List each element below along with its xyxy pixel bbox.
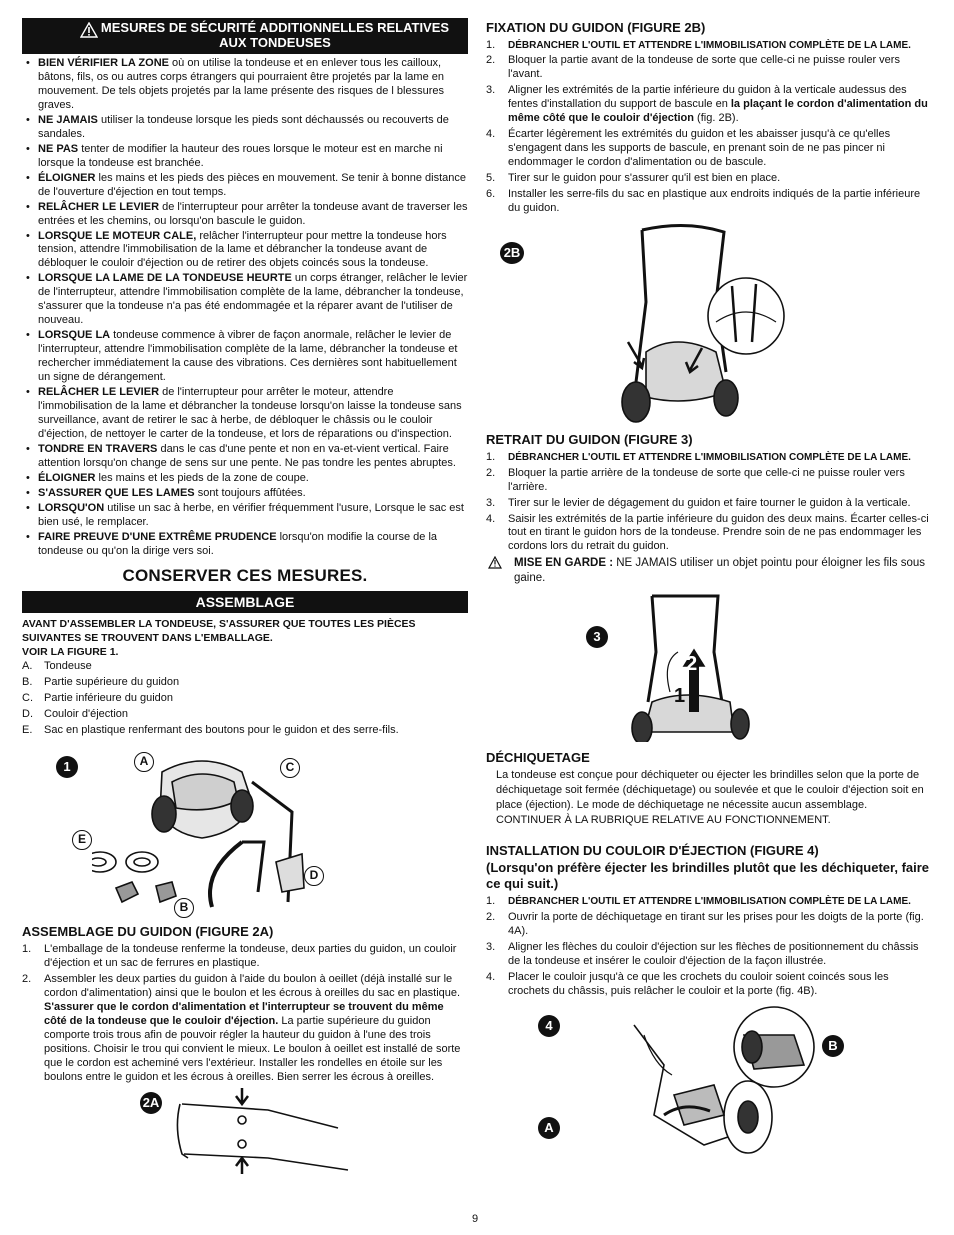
parts-list	[22, 660, 468, 738]
figure-4-label-a: A	[538, 1117, 560, 1139]
handle-assembly-illustration	[168, 1088, 358, 1174]
figure-3	[486, 592, 930, 742]
fixation-steps	[486, 39, 930, 217]
figure-1-label-a: A	[134, 752, 154, 772]
safety-item: • RELÂCHER LE LEVIER de l'interrupteur pour arrêter la tondeuse avant de traverser les entrées et les chemins, ou lorsqu'on bascule le guidon.	[22, 201, 468, 229]
figure-1-label-e: E	[72, 830, 92, 850]
safety-header-text: MESURES DE SÉCURITÉ ADDITIONNELLES RELATIVES AUX TONDEUSES	[100, 20, 450, 50]
safety-item: • ÉLOIGNER les mains et les pieds de la zone de coupe.	[22, 472, 468, 486]
arrow-label-1: 1	[674, 684, 686, 707]
left-column	[22, 18, 468, 1178]
retrait-steps-item: 2. Bloquer la partie arrière de la tondeuse de sorte que celle-ci ne puisse rouler vers l'arrière.	[486, 466, 905, 493]
couloir-title: INSTALLATION DU COULOIR D'ÉJECTION (FIGURE 4)	[486, 843, 819, 859]
conserver-heading: CONSERVER CES MESURES.	[122, 565, 368, 585]
safety-header	[22, 18, 468, 54]
fixation-title: FIXATION DU GUIDON (FIGURE 2B)	[486, 20, 706, 35]
retrait-steps	[486, 451, 930, 555]
safety-item: • NE PAS tenter de modifier la hauteur des roues lorsque le moteur est en marche ni lorsque la tondeuse est branchée.	[22, 143, 468, 171]
couloir-steps-item: 2. Ouvrir la porte de déchiquetage en tirant sur les prises pour les doigts de la porte (fig. 4A).	[486, 910, 924, 937]
voir-figure: VOIR LA FIGURE 1.	[22, 646, 119, 659]
warning-triangle-icon	[80, 22, 98, 38]
safety-item: • LORSQUE LE MOTEUR CALE, relâcher l'interrupteur pour mettre la tondeuse hors tension, attendre l'immobilisation de la lame et débrancher la tondeuse avant de débloquer le couloir d'éjection ou de retirer des objets coincés sous la tondeuse.	[22, 230, 468, 272]
figure-1-label-b: B	[174, 898, 194, 918]
fixation-steps-item: 3. Aligner les extrémités de la partie inférieure du guidon à la verticale audessus des fentes d'installation du support de bascule en la plaçant le cordon d'alimentation du même côté que le couloir d'éjection (fig. 2B).	[486, 84, 928, 125]
guidon-title: ASSEMBLAGE DU GUIDON (FIGURE 2A)	[22, 924, 274, 940]
fixation-steps-item: 5. Tirer sur le guidon pour s'assurer qu'il est bien en place.	[486, 172, 781, 185]
fixation-steps-item: 4. Écarter légèrement les extrémités du guidon et les abaisser jusqu'à ce qu'elles s'engagent dans les supports de bascule, en prenant soin de ne pas pincer ni endommager le cordon d'alimentation ou de bascule.	[486, 128, 891, 169]
guidon-step-2: 2. Assembler les deux parties du guidon à l'aide du boulon à oeillet (déjà installé sur le cordon d'alimentation) ainsi que le boulon et les écrous à oreilles du sac en plastique. S'assurer que le cordon d'alimentation et l'interrupteur se trouvent du même côté de la tondeuse que le couloir d'éjection. La partie supérieure du guidon comporte trois trous afin de pouvoir régler la hauteur du guidon à l'une des trois positions. Choisir le trou qui convient le mieux. Le boulon à oeillet est installé de sorte que le cordon est acheminé vers l'extérieur. Installer les rondelles en étoile sur les boulons entre le guidon et les écrous à oreilles. Bien serrer les écrous à oreilles.	[22, 972, 461, 1083]
dechiquetage-text: La tondeuse est conçue pour déchiqueter ou éjecter les brindilles selon que la porte de déchiquetage soit fermée (déchiquetage) ou soulevée et que le couloir d'éjection soit en place (éjection). Le mode de déchiquetage ne nécessite aucun assemblage.	[496, 769, 924, 811]
part-item: A. Tondeuse	[22, 660, 92, 673]
right-column	[486, 18, 930, 1159]
fixation-steps-item: 6. Installer les serre-fils du sac en plastique aux endroits indiqués de la partie inférieure du guidon.	[486, 188, 921, 215]
couloir-steps-item: 3. Aligner les flèches du couloir d'éjection sur les flèches de positionnement du châssis de la tondeuse et insérer le couloir d'éjection de la façon illustrée.	[486, 940, 919, 967]
guidon-steps	[22, 943, 468, 1085]
retrait-steps-item: 1. DÉBRANCHER L'OUTIL ET ATTENDRE L'IMMOBILISATION COMPLÈTE DE LA LAME.	[486, 450, 911, 463]
figure-2a-badge: 2A	[140, 1092, 162, 1114]
retrait-steps-item: 4. Saisir les extrémités de la partie inférieure du guidon des deux mains. Écarter celles-ci tout en tirant le guidon hors de la tondeuse. Prendre soin de ne pas endommager les cordons lors du retrait du guidon.	[486, 512, 929, 553]
mower-parts-illustration	[92, 742, 322, 922]
safety-item: • TONDRE EN TRAVERS dans le cas d'une pente et non en va-et-vient vertical. Faire attention lorsqu'on change de sens sur une pente. Ne pas tondre les pentes abruptes.	[22, 443, 468, 471]
safety-item: • NE JAMAIS utiliser la tondeuse lorsque les pieds sont déchaussés ou recouverts de sandales.	[22, 114, 468, 142]
fixation-steps-item: 2. Bloquer la partie avant de la tondeuse de sorte que celle-ci ne puisse rouler vers l'avant.	[486, 54, 900, 81]
dechiquetage-continue: CONTINUER À LA RUBRIQUE RELATIVE AU FONCTIONNEMENT.	[496, 813, 831, 826]
safety-item: • FAIRE PREUVE D'UNE EXTRÊME PRUDENCE lorsqu'on modifie la course de la tondeuse ou qu'on la dirige vers soi.	[22, 531, 468, 559]
guidon-step-1: 1. L'emballage de la tondeuse renferme la tondeuse, deux parties du guidon, un couloir d'éjection et un sac de ferrures en plastique.	[22, 942, 457, 969]
assemblage-header: ASSEMBLAGE	[22, 591, 468, 613]
part-item: B. Partie supérieure du guidon	[22, 676, 180, 689]
handle-attach-illustration	[606, 222, 786, 428]
figure-1	[22, 742, 468, 922]
part-item: D. Couloir d'éjection	[22, 708, 129, 721]
retrait-title: RETRAIT DU GUIDON (FIGURE 3)	[486, 432, 693, 448]
safety-item: • LORSQUE LA tondeuse commence à vibrer de façon anormale, relâcher le levier de l'interrupteur, attendre l'immobilisation complète de la lame, débrancher la tondeuse et rechercher immédiatement la cause des vibrations. Ces dernières sont habituellement un signe de dérangement.	[22, 329, 468, 385]
figure-4-badge: 4	[538, 1015, 560, 1037]
safety-item: • S'ASSURER QUE LES LAMES sont toujours affûtées.	[22, 487, 468, 501]
figure-4-label-b: B	[822, 1035, 844, 1057]
figure-2b-badge: 2B	[500, 242, 524, 264]
retrait-steps-item: 3. Tirer sur le levier de dégagement du guidon et faire tourner le guidon à la verticale.	[486, 496, 911, 509]
figure-4	[486, 1005, 930, 1159]
arrow-label-2: 2	[686, 652, 698, 675]
couloir-steps-item: 4. Placer le couloir jusqu'à ce que les crochets du couloir soient coincés sous les crochets du châssis, puis relâcher le couloir et la porte (fig. 4B).	[486, 970, 889, 997]
chute-install-illustration	[624, 1005, 824, 1159]
couloir-steps-item: 1. DÉBRANCHER L'OUTIL ET ATTENDRE L'IMMOBILISATION COMPLÈTE DE LA LAME.	[486, 894, 911, 907]
part-item: C. Partie inférieure du guidon	[22, 692, 174, 705]
fixation-steps-item: 1. DÉBRANCHER L'OUTIL ET ATTENDRE L'IMMOBILISATION COMPLÈTE DE LA LAME.	[486, 38, 911, 51]
part-item: E. Sac en plastique renfermant des boutons pour le guidon et des serre-fils.	[22, 724, 399, 737]
safety-item: • ÉLOIGNER les mains et les pieds des pièces en mouvement. Se tenir à bonne distance de l'ouverture d'éjection en tout temps.	[22, 172, 468, 200]
safety-item: • LORSQUE LA LAME DE LA TONDEUSE HEURTE un corps étranger, relâcher le levier de l'interrupteur, attendre l'immobilisation complète de la lame, débrancher la tondeuse, s'assurer que la tondeuse n'a pas été endommagée et la réparer avant de l'utiliser de nouveau.	[22, 272, 468, 328]
figure-3-badge: 3	[586, 626, 608, 648]
safety-list	[22, 57, 468, 559]
figure-2b	[486, 222, 930, 428]
caution-triangle-icon	[488, 556, 502, 569]
dechiquetage-title: DÉCHIQUETAGE	[486, 749, 590, 765]
figure-1-label-c: C	[280, 758, 300, 778]
figure-2a	[22, 1088, 468, 1178]
safety-item: • LORSQU'ON utilise un sac à herbe, en vérifier fréquemment l'usure, Lorsque le sac est bien usé, le remplacer.	[22, 502, 468, 530]
safety-item: • RELÂCHER LE LEVIER de l'interrupteur pour arrêter le moteur, attendre l'immobilisation de la lame et débrancher la tondeuse lorsqu'on laisse la tondeuse sans surveillance, avant de retirer le sac à herbe, de débloquer le châssis ou le couloir d'éjection, de nettoyer le carter de la tondeuse, et lors de réparations ou d'inspection.	[22, 386, 468, 442]
page-number: 9	[472, 1213, 479, 1225]
couloir-subtitle: (Lorsqu'on préfère éjecter les brindilles plutôt que les déchiqueter, faire ce qui suit.)	[486, 859, 930, 892]
couloir-steps	[486, 895, 930, 999]
mise-en-garde: MISE EN GARDE : NE JAMAIS utiliser un objet pointu pour éloigner les fils sous gaine.	[486, 556, 930, 585]
safety-item: • BIEN VÉRIFIER LA ZONE où on utilise la tondeuse et en enlever tous les cailloux, bâtons, fils, os ou autres corps étrangers qui pourraient être projetés par la lame en mouvement. De tels objets projetés par la lame présente des risques de l blessures graves.	[22, 57, 468, 113]
assemblage-intro: AVANT D'ASSEMBLER LA TONDEUSE, S'ASSURER QUE TOUTES LES PIÈCES SUIVANTES SE TROUVENT DANS L'EMBALLAGE.	[22, 618, 416, 644]
figure-1-label-d: D	[304, 866, 324, 886]
figure-1-badge: 1	[56, 756, 78, 778]
